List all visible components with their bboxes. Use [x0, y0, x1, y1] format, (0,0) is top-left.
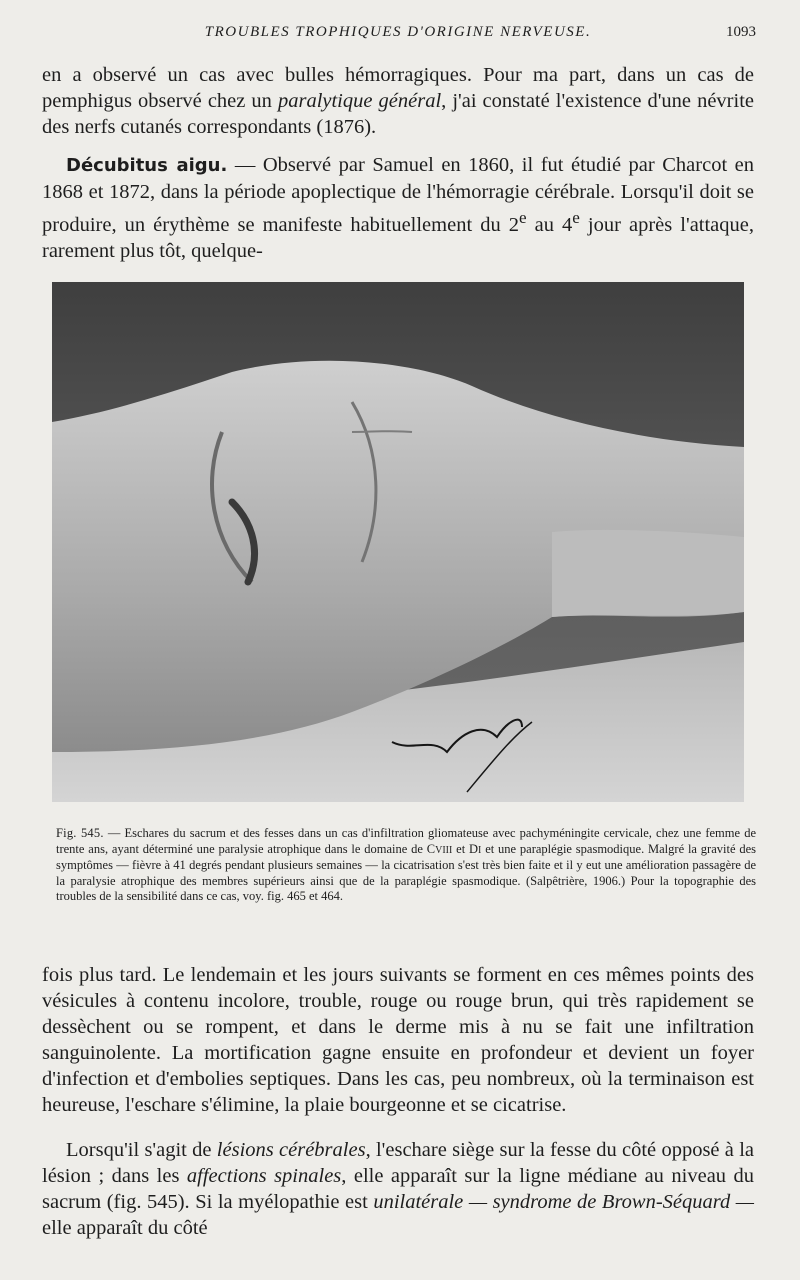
figure-label: Fig. 545.: [56, 826, 104, 840]
paragraph-decubitus: [42, 152, 754, 264]
page-number: 1093: [726, 24, 756, 40]
paragraph-text: jour après l'attaque, rarement plus tôt, quelque-: [42, 213, 755, 262]
small-caps: I: [478, 844, 482, 856]
caption-text: — Eschares du sacrum et des fesses dans un cas d'infiltration gliomateuse avec pachyméningite cervicale, chez une femme de trente ans, ayant déterminé une paralysie atrophique dans le domaine de C: [56, 826, 757, 856]
paragraph-localisation: [42, 1137, 754, 1241]
italic-term: paralytique général: [277, 90, 442, 112]
italic-term: lésions cérébrales: [216, 1139, 366, 1161]
superscript: e: [519, 208, 527, 227]
figure-caption: [56, 826, 756, 905]
running-title: TROUBLES TROPHIQUES D'ORIGINE NERVEUSE.: [204, 24, 592, 40]
paragraph-text: , elle apparaît sur la ligne médiane au niveau du sacrum (fig. 545). Si la myélopathie est: [42, 1165, 755, 1213]
italic-term: unilatérale — syndrome de Brown-Séquard —: [373, 1191, 754, 1213]
page-header: [40, 24, 756, 48]
paragraph-pemphigus: [42, 62, 754, 140]
paragraph-text: — Observé par Samuel en 1860, il fut étudié par Charcot en 1868 et 1872, dans la période apoplectique de l'hémorragie cérébrale. Lorsqu'il doit se produire, un érythème se manifeste habituellement du 2: [42, 154, 754, 236]
small-caps: VIII: [435, 844, 453, 856]
caption-text: et une paraplégie spasmodique. Malgré la gravité des symptômes — fièvre à 41 degrés pendant plusieurs semaines — la cicatrisation s'est très bien faite et il y eut une amélioration passagère de la paralysie atrophique des membres supérieurs ainsi que de la paraplégie spasmodique. (Salpêtrière, 1906.) Pour la topographie des troubles de la sensibilité dans ce cas, voy. fig. 465 et 464.: [56, 841, 756, 904]
section-lead-heading: Décubitus aigu.: [66, 155, 228, 176]
paragraph-text: elle apparaît du côté: [42, 1217, 208, 1239]
paragraph-text: en a observé un cas avec bulles hémorragiques. Pour ma part, dans un cas de pemphigus observé chez un: [42, 64, 754, 112]
paragraph-text: Lorsqu'il s'agit de: [66, 1139, 217, 1161]
italic-term: affections spinales: [186, 1165, 342, 1187]
caption-text: et D: [452, 841, 479, 856]
paragraph-text: au 4: [526, 213, 573, 236]
photograph-illustration: [52, 282, 744, 802]
paragraph-text: , l'eschare siège sur la fesse du côté opposé à la lésion ; dans les: [42, 1139, 754, 1187]
figure-photograph: [52, 282, 744, 802]
superscript: e: [572, 208, 580, 227]
paragraph-text: , j'ai constaté l'existence d'une névrite des nerfs cutanés correspondants (1876).: [42, 90, 754, 138]
paragraph-text: fois plus tard. Le lendemain et les jours suivants se forment en ces mêmes points des vésicules à contenu incolore, trouble, rouge ou rouge brun, qui très rapidement se dessèchent ou se rompent, et dans le derme mis à nu se fait une infiltration sanguinolente. La mortification gagne ensuite en profondeur et devient un foyer d'infection et d'embolies septiques. Dans les cas, peu nombreux, où la terminaison est heureuse, l'eschare s'élimine, la plaie bourgeonne et se cicatrise.: [42, 964, 754, 1116]
paragraph-evolution: [42, 962, 754, 1118]
